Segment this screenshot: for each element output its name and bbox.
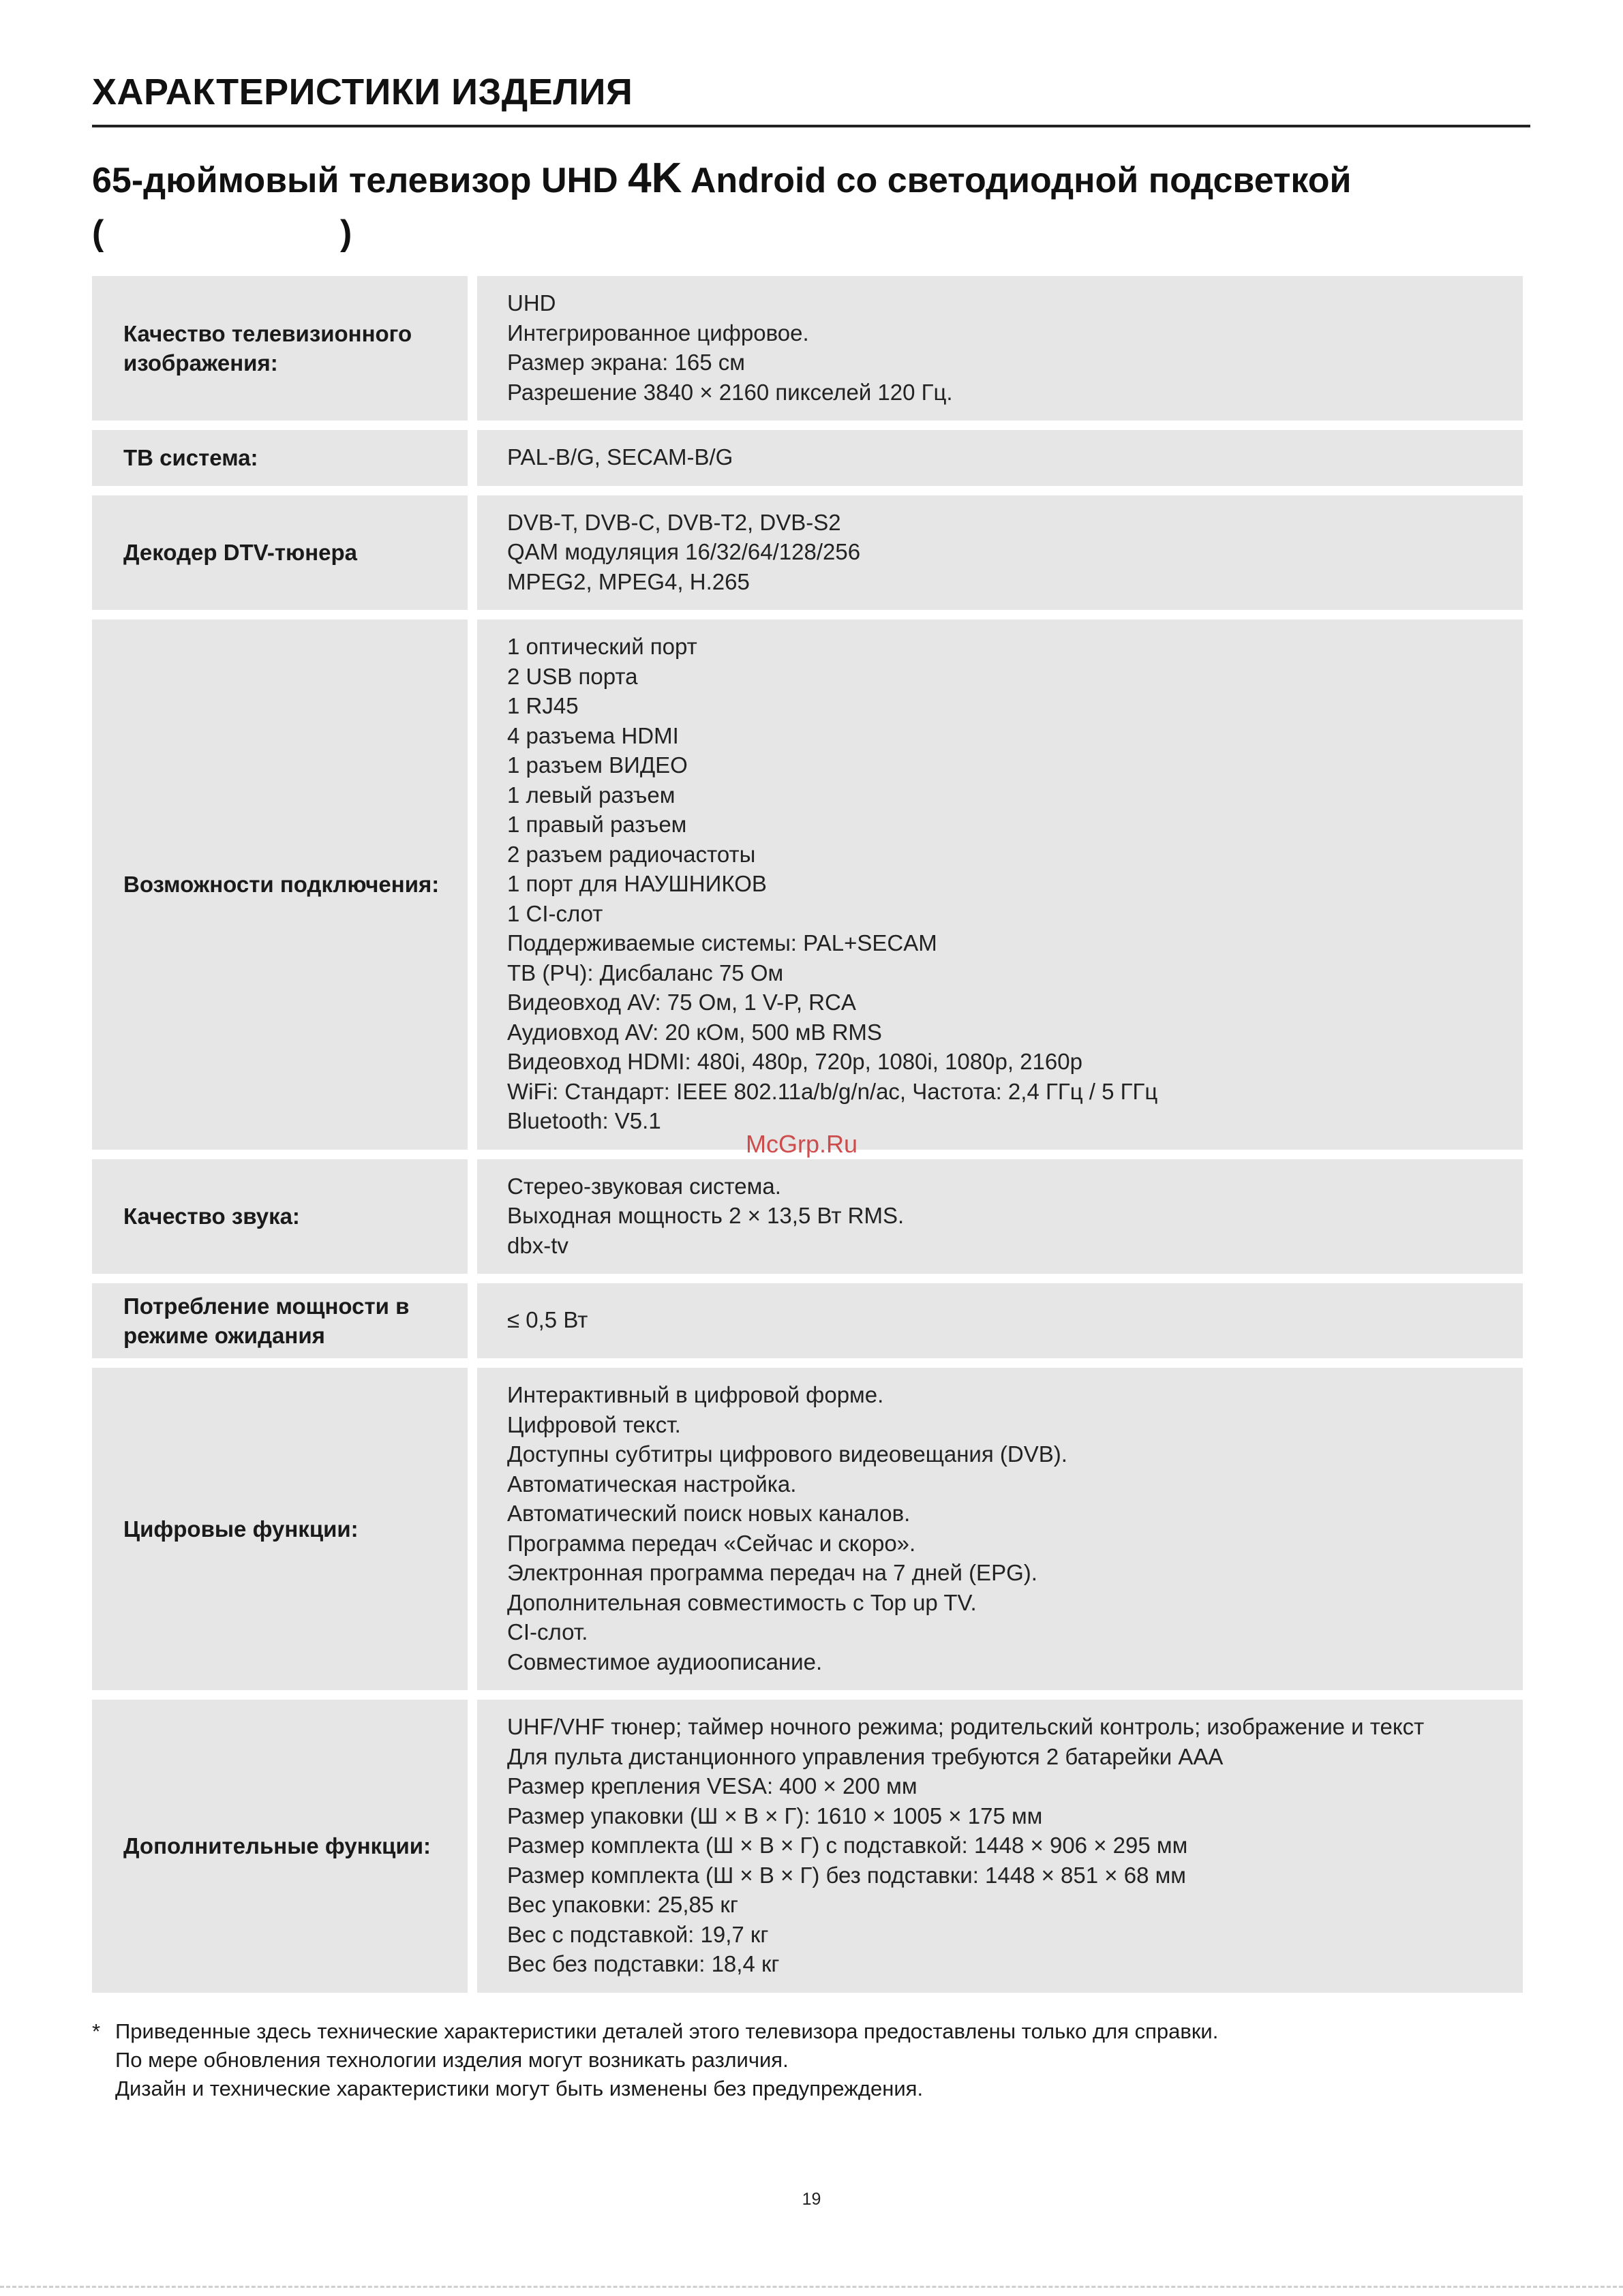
spec-value-line: WiFi: Стандарт: IEEE 802.11a/b/g/n/ac, Частота: 2,4 ГГц / 5 ГГц — [507, 1078, 1158, 1104]
product-title-prefix: 65-дюймовый телевизор UHD — [92, 161, 628, 200]
footnote-lines — [92, 2017, 1523, 2103]
footnote-star: * — [92, 2019, 101, 2043]
spec-value-line: MPEG2, MPEG4, H.265 — [507, 568, 750, 594]
spec-label: Дополнительные функции: — [92, 1700, 477, 1993]
footnote-line: По мере обновления технологии изделия могут возникать различия. — [115, 2048, 789, 2072]
footnote-line: Дизайн и технические характеристики могут быть изменены без предупреждения. — [115, 2077, 924, 2100]
spec-value — [477, 619, 1523, 1150]
spec-value-line: 2 USB порта — [507, 663, 638, 689]
spec-value-line: Стерео-звуковая система. — [507, 1173, 781, 1199]
spec-value-line: 1 правый разъем — [507, 812, 687, 837]
spec-value-line: Вес с подставкой: 19,7 кг — [507, 1921, 769, 1947]
spec-value-line: 1 CI-слот — [507, 900, 603, 926]
spec-value — [477, 1283, 1523, 1358]
spec-value-line: 4 разъема HDMI — [507, 722, 679, 748]
page-number: 19 — [802, 2190, 821, 2209]
spec-value-line: Автоматическая настройка. — [507, 1471, 797, 1497]
spec-value-line: 1 порт для НАУШНИКОВ — [507, 871, 767, 896]
spec-value-line: Аудиовход AV: 20 кОм, 500 мВ RMS — [507, 1019, 882, 1045]
title-divider — [92, 125, 1530, 127]
model-placeholder: ( ) — [92, 213, 352, 253]
spec-label: Потребление мощности в режиме ожидания — [92, 1283, 477, 1358]
spec-value-line: Доступны субтитры цифрового видеовещания (DVB). — [507, 1441, 1067, 1467]
spec-value-line: Размер комплекта (Ш × В × Г) с подставкой: 1448 × 906 × 295 мм — [507, 1833, 1188, 1858]
spec-value-line: 1 оптический порт — [507, 634, 697, 659]
spec-value-line: Поддерживаемые системы: PAL+SECAM — [507, 930, 937, 955]
footnote — [92, 2017, 1523, 2103]
watermark: McGrp.Ru — [746, 1130, 858, 1158]
spec-value-line: 1 RJ45 — [507, 693, 579, 718]
spec-row — [92, 1700, 1523, 1993]
spec-value-line: CI-слот. — [507, 1619, 588, 1644]
spec-value-line: Интерактивный в цифровой форме. — [507, 1382, 884, 1407]
spec-value-line: ТВ (РЧ): Дисбаланс 75 Ом — [507, 960, 784, 985]
page-title: ХАРАКТЕРИСТИКИ ИЗДЕЛИЯ — [92, 72, 633, 112]
footnote-line: Приведенные здесь технические характеристики деталей этого телевизора предоставлены только для справки. — [115, 2019, 1219, 2043]
spec-value-line: 1 разъем ВИДЕО — [507, 752, 688, 778]
spec-value-line: Электронная программа передач на 7 дней (EPG). — [507, 1560, 1037, 1585]
spec-value-line: Bluetooth: V5.1 — [507, 1108, 661, 1133]
spec-value-line: Видеовход AV: 75 Ом, 1 V-P, RCA — [507, 990, 856, 1015]
spec-row — [92, 1283, 1523, 1358]
spec-row — [92, 276, 1523, 420]
spec-value-line: Вес упаковки: 25,85 кг — [507, 1892, 738, 1917]
spec-value-line: Дополнительная совместимость с Top up TV. — [507, 1589, 977, 1615]
spec-value-line: Интегрированное цифровое. — [507, 320, 809, 346]
spec-value — [477, 1700, 1523, 1993]
spec-value-line: Разрешение 3840 × 2160 пикселей 120 Гц. — [507, 379, 953, 405]
spec-value — [477, 495, 1523, 611]
spec-value — [477, 430, 1523, 486]
spec-value-line: DVB-T, DVB-C, DVB-T2, DVB-S2 — [507, 509, 841, 535]
spec-value-line: dbx-tv — [507, 1232, 568, 1258]
spec-value-line: QAM модуляция 16/32/64/128/256 — [507, 539, 861, 564]
spec-value — [477, 1159, 1523, 1274]
spec-value-line: Цифровой текст. — [507, 1411, 681, 1437]
spec-value — [477, 276, 1523, 420]
spec-label: Возможности подключения: — [92, 619, 477, 1150]
product-title-4k: 4K — [628, 155, 682, 202]
spec-value-line: Размер комплекта (Ш × В × Г) без подставки: 1448 × 851 × 68 мм — [507, 1862, 1186, 1888]
spec-value-line: UHF/VHF тюнер; таймер ночного режима; родительский контроль; изображение и текст — [507, 1714, 1425, 1739]
spec-row — [92, 1159, 1523, 1274]
product-title — [92, 154, 1351, 202]
spec-value-line: Автоматический поиск новых каналов. — [507, 1501, 911, 1526]
spec-value-line: 2 разъем радиочастоты — [507, 841, 756, 867]
spec-label: Декодер DTV-тюнера — [92, 495, 477, 611]
spec-value-line: UHD — [507, 290, 556, 316]
spec-value-line: 1 левый разъем — [507, 782, 676, 808]
bottom-border — [0, 2286, 1623, 2288]
spec-value-line: Размер упаковки (Ш × В × Г): 1610 × 1005 × 175 мм — [507, 1803, 1043, 1828]
spec-row — [92, 619, 1523, 1150]
spec-value-line: Совместимое аудиоописание. — [507, 1649, 823, 1674]
spec-row — [92, 495, 1523, 611]
spec-value-line: Размер крепления VESA: 400 × 200 мм — [507, 1773, 917, 1798]
spec-value-line: Размер экрана: 165 см — [507, 350, 745, 375]
spec-row — [92, 430, 1523, 486]
spec-value — [477, 1368, 1523, 1690]
spec-value-line: Видеовход HDMI: 480i, 480p, 720p, 1080i, 1080p, 2160p — [507, 1049, 1082, 1074]
spec-value-line: Программа передач «Сейчас и скоро». — [507, 1530, 916, 1556]
spec-value-line: PAL-B/G, SECAM-B/G — [507, 444, 733, 470]
spec-value-line: Выходная мощность 2 × 13,5 Вт RMS. — [507, 1203, 905, 1228]
spec-label: Качество телевизионного изображения: — [92, 276, 477, 420]
spec-value-line: Для пульта дистанционного управления требуются 2 батарейки AAA — [507, 1743, 1224, 1769]
spec-label: Качество звука: — [92, 1159, 477, 1274]
spec-value-line: Вес без подставки: 18,4 кг — [507, 1951, 780, 1976]
spec-label: ТВ система: — [92, 430, 477, 486]
spec-value-line: ≤ 0,5 Вт — [507, 1307, 588, 1333]
product-title-suffix: Android со светодиодной подсветкой — [682, 161, 1352, 200]
spec-label: Цифровые функции: — [92, 1368, 477, 1690]
spec-row — [92, 1368, 1523, 1690]
